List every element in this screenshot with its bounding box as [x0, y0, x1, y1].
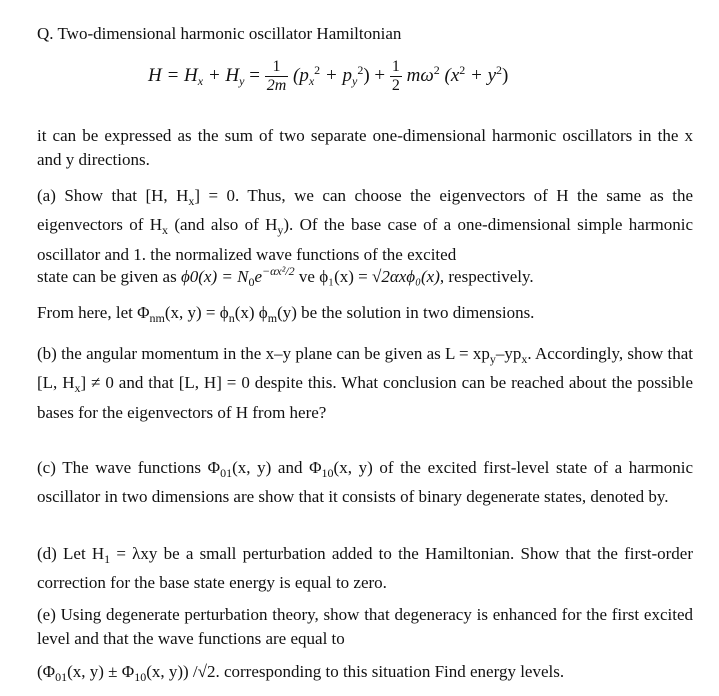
- ve-word: ve: [294, 267, 320, 286]
- part-b-sub-x: x: [521, 352, 528, 366]
- from-here1: From here, let Φ: [37, 303, 150, 322]
- py-sub: y: [351, 73, 358, 88]
- frac1-num: 1: [265, 58, 289, 77]
- m-sub: m: [267, 311, 278, 325]
- part-b-sub-y: y: [489, 352, 496, 366]
- part-e-s10: 10: [134, 670, 147, 684]
- part-e-s01: 01: [55, 670, 68, 684]
- part-a-text3: (and also of H: [168, 215, 278, 235]
- potential-prefix: mω: [406, 64, 434, 86]
- part-c-s10: 10: [321, 466, 334, 480]
- sqrt-expr: √2αxϕ₀(x): [372, 267, 440, 286]
- potential-mid: + y: [465, 64, 497, 86]
- omega-sq: 2: [433, 62, 440, 77]
- momentum-open: (p: [293, 64, 309, 86]
- eq-plus-hy: + H: [203, 64, 240, 86]
- part-a-text2: ] = 0. Thus, we can choose the eigenvectors of H the same as the eigenvectors of H: [37, 186, 693, 235]
- part-a-text4: ). Of the base case of a one-dimensional simple harmonic oscillator and 1. the normalized wave functions of the excited: [37, 215, 694, 264]
- part-b-text2: –yp: [495, 344, 522, 363]
- x-sq: 2: [459, 62, 466, 77]
- fraction-one-half: [390, 58, 402, 95]
- exponent: −αx²/2: [262, 264, 295, 278]
- part-c-text1: (c) The wave functions Φ: [37, 458, 221, 477]
- part-e-last-line: [37, 662, 564, 685]
- frac1-den: 2m: [266, 77, 287, 94]
- hamiltonian-equation: [148, 58, 608, 108]
- part-c-text2: (x, y) and Φ: [232, 458, 322, 477]
- part-b-sub-x2: x: [74, 381, 81, 396]
- part-e-last2: (x, y) ± Φ: [67, 662, 135, 681]
- phi0-expr: ϕ0(x): [180, 267, 218, 286]
- eq-plus: +: [369, 64, 390, 86]
- eq-sub-y: y: [239, 73, 245, 88]
- exp-base: e: [254, 267, 262, 286]
- phi1-expr: ϕ₁(x) =: [319, 267, 372, 286]
- potential-paren: (x: [439, 64, 460, 86]
- part-d-text1: (d) Let H: [37, 544, 105, 563]
- eq-sub-x: x: [197, 73, 204, 88]
- from-here3: (x) ϕ: [234, 303, 268, 322]
- part-a-text1: (a) Show that [H, H: [37, 186, 189, 205]
- part-b-text1: (b) the angular momentum in the x–y plane can be given as L = xp: [37, 344, 490, 363]
- fraction-one-over-2m: [265, 58, 289, 95]
- momentum-mid: + p: [320, 64, 352, 86]
- eq-equals: =: [244, 64, 265, 86]
- part-a-sub-x: x: [188, 194, 195, 208]
- part-a-state-line: [37, 264, 534, 290]
- state-text: state can be given as: [37, 267, 181, 286]
- py-sq: 2: [357, 62, 364, 77]
- part-d-paragraph: [37, 542, 693, 596]
- eq-mid: = N: [217, 267, 249, 286]
- part-a-paragraph: [37, 184, 693, 267]
- from-here2: (x, y) = ϕ: [164, 303, 229, 322]
- part-a-sub-x2: x: [162, 223, 169, 238]
- part-a-sub-y: y: [277, 223, 284, 238]
- part-d-sub-1: 1: [104, 552, 111, 566]
- part-b-paragraph: [37, 342, 693, 425]
- eq-lhs: H = H: [148, 64, 198, 86]
- part-b-text3: . Accordingly, show that [L, H: [37, 344, 693, 393]
- y-sq: 2: [496, 62, 503, 77]
- potential-close: ): [502, 64, 509, 86]
- part-e-last1: (Φ: [37, 662, 56, 681]
- part-c-text3: (x, y) of the excited first-level state of a harmonic oscillator in two dimensions are show that it consists of binary degenerate states, denoted by.: [37, 458, 693, 507]
- n0-sub: 0: [248, 275, 255, 289]
- nm-sub: nm: [149, 311, 165, 325]
- n-sub: n: [228, 311, 235, 325]
- respectively: , respectively.: [439, 267, 534, 286]
- part-e-last3: (x, y)) /√2. corresponding to this situation Find energy levels.: [146, 662, 565, 681]
- part-a-from-here-line: [37, 303, 534, 326]
- part-c-paragraph: [37, 456, 693, 510]
- part-b-text4: ] ≠ 0 and that [L, H] = 0 despite this. What conclusion can be reached about the possible bases for the eigenvectors of H from here?: [37, 373, 693, 422]
- from-here4: (y) be the solution in two dimensions.: [277, 303, 535, 322]
- momentum-close: ): [363, 64, 370, 86]
- intro-paragraph: it can be expressed as the sum of two separate one-dimensional harmonic oscillators in the x and y directions.: [37, 126, 693, 170]
- part-e-paragraph: (e) Using degenerate perturbation theory, show that degeneracy is enhanced for the first excited level and that the wave functions are equal to: [37, 605, 693, 649]
- part-c-s01: 01: [220, 466, 233, 480]
- px-sub: x: [308, 73, 315, 88]
- frac2-den: 2: [391, 77, 400, 94]
- frac2-num: 1: [391, 58, 400, 75]
- question-title: Q. Two-dimensional harmonic oscillator Hamiltonian: [37, 24, 402, 43]
- px-sq: 2: [314, 62, 321, 77]
- part-d-text2: = λxy be a small perturbation added to the Hamiltonian. Show that the first-order correction for the base state energy is equal to zero.: [37, 544, 693, 593]
